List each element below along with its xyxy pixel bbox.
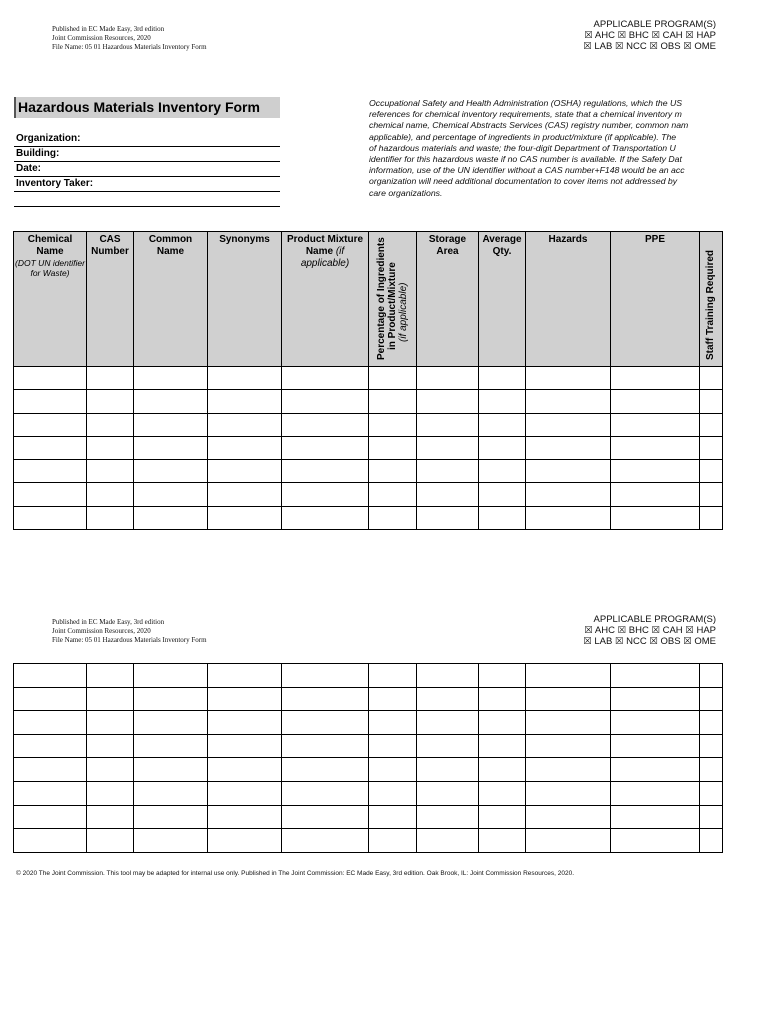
table-cell[interactable]	[282, 711, 369, 735]
col-percentage	[369, 232, 417, 367]
table-cell[interactable]	[526, 829, 611, 853]
table-cell[interactable]	[369, 805, 417, 829]
table-cell[interactable]	[282, 781, 369, 805]
table-cell[interactable]	[479, 711, 526, 735]
chemical-name-subheader: (DOT UN identifier for Waste)	[15, 258, 85, 278]
table-cell[interactable]	[526, 506, 611, 529]
organization-field[interactable]: Organization:	[14, 132, 280, 147]
table-cell[interactable]	[87, 506, 134, 529]
table-cell[interactable]	[134, 413, 208, 436]
osha-text-line: identifier for this hazardous waste if no CAS number is available. If the Safety Dat	[369, 154, 682, 165]
table-cell[interactable]	[282, 734, 369, 758]
table-cell[interactable]	[87, 781, 134, 805]
published-line: Published in EC Made Easy, 3rd edition	[52, 25, 165, 33]
ppe-header: PPE	[644, 234, 665, 245]
table-cell[interactable]	[14, 781, 87, 805]
table-cell[interactable]	[369, 506, 417, 529]
table-cell[interactable]	[479, 390, 526, 413]
table-cell[interactable]	[526, 413, 611, 436]
table-cell[interactable]	[282, 436, 369, 459]
table-cell[interactable]	[14, 390, 87, 413]
table-cell[interactable]	[479, 664, 526, 688]
file-name-line-2: File Name: 05 01 Hazardous Materials Inventory Form	[52, 636, 207, 644]
table-cell[interactable]	[700, 734, 723, 758]
table-cell[interactable]	[700, 829, 723, 853]
table-cell[interactable]	[417, 829, 479, 853]
table-cell[interactable]	[14, 436, 87, 459]
table-cell[interactable]	[208, 460, 282, 483]
osha-text-line: Occupational Safety and Health Administration (OSHA) regulations, which the US	[369, 98, 683, 108]
programs-line-1: ☒ AHC ☒ BHC ☒ CAH ☒ HAP	[584, 30, 716, 41]
table-cell[interactable]	[417, 664, 479, 688]
table-cell[interactable]	[282, 758, 369, 782]
col-cas-number	[87, 232, 134, 367]
table-cell[interactable]	[700, 805, 723, 829]
table-cell[interactable]	[208, 367, 282, 390]
table-row	[14, 734, 723, 758]
table-cell[interactable]	[208, 711, 282, 735]
table-cell[interactable]	[417, 758, 479, 782]
table-cell[interactable]	[417, 781, 479, 805]
table-row	[14, 413, 723, 436]
table-cell[interactable]	[611, 390, 700, 413]
col-product-mixture	[282, 232, 369, 367]
table-cell[interactable]	[479, 436, 526, 459]
product-mixture-header: Product Mixture Name	[286, 234, 364, 257]
programs-line-2-2: ☒ LAB ☒ NCC ☒ OBS ☒ OME	[583, 636, 716, 647]
inventory-table-continued	[13, 663, 723, 853]
table-cell[interactable]	[208, 805, 282, 829]
staff-training-header: Staff Training Required	[705, 249, 716, 360]
table-cell[interactable]	[526, 460, 611, 483]
table-row	[14, 664, 723, 688]
table-cell[interactable]	[369, 483, 417, 506]
percentage-header	[376, 237, 409, 360]
inventory-taker-field[interactable]: Inventory Taker:	[14, 177, 280, 192]
table-cell[interactable]	[87, 367, 134, 390]
osha-text-line: references for chemical inventory requirements, state that a chemical inventory m	[369, 109, 682, 120]
table-cell[interactable]	[14, 711, 87, 735]
table-cell[interactable]	[282, 460, 369, 483]
table-cell[interactable]	[700, 390, 723, 413]
table-cell[interactable]	[526, 483, 611, 506]
table-cell[interactable]	[700, 506, 723, 529]
table-row	[14, 483, 723, 506]
table-cell[interactable]	[526, 805, 611, 829]
col-hazards	[526, 232, 611, 367]
table-cell[interactable]	[208, 436, 282, 459]
table-cell[interactable]	[479, 734, 526, 758]
table-cell[interactable]	[87, 829, 134, 853]
table-cell[interactable]	[208, 506, 282, 529]
product-mixture-subheader: (if applicable)	[300, 246, 350, 269]
table-cell[interactable]	[208, 664, 282, 688]
table-cell[interactable]	[134, 506, 208, 529]
table-cell[interactable]	[369, 758, 417, 782]
table-cell[interactable]	[611, 758, 700, 782]
col-synonyms	[208, 232, 282, 367]
table-cell[interactable]	[14, 367, 87, 390]
table-cell[interactable]	[282, 506, 369, 529]
table-cell[interactable]	[87, 805, 134, 829]
table-cell[interactable]	[208, 734, 282, 758]
programs-title-2: APPLICABLE PROGRAM(S)	[593, 614, 716, 625]
table-cell[interactable]	[611, 436, 700, 459]
hazards-header: Hazards	[548, 234, 588, 245]
table-cell[interactable]	[87, 413, 134, 436]
table-cell[interactable]	[611, 829, 700, 853]
table-cell[interactable]	[417, 413, 479, 436]
table-cell[interactable]	[134, 829, 208, 853]
table-row	[14, 436, 723, 459]
table-cell[interactable]	[208, 687, 282, 711]
table-cell[interactable]	[282, 367, 369, 390]
table-cell[interactable]	[479, 758, 526, 782]
table-cell[interactable]	[479, 483, 526, 506]
col-average-qty	[479, 232, 526, 367]
table-cell[interactable]	[87, 390, 134, 413]
osha-text-line: chemical name, Chemical Abstracts Services (CAS) registry number, common nam	[369, 120, 689, 131]
table-cell[interactable]	[369, 687, 417, 711]
synonyms-header: Synonyms	[219, 234, 270, 245]
table-row	[14, 460, 723, 483]
table-cell[interactable]	[14, 506, 87, 529]
publisher-line: Joint Commission Resources, 2020	[52, 34, 151, 42]
table-cell[interactable]	[611, 734, 700, 758]
table-cell[interactable]	[208, 781, 282, 805]
table-cell[interactable]	[134, 781, 208, 805]
table-cell[interactable]	[134, 805, 208, 829]
header-row	[14, 232, 723, 367]
form-title: Hazardous Materials Inventory Form	[14, 97, 280, 118]
table-cell[interactable]	[611, 781, 700, 805]
table-cell[interactable]	[611, 506, 700, 529]
table-cell[interactable]	[700, 758, 723, 782]
common-name-header: Common Name	[148, 234, 193, 257]
percentage-header-sub: (if applicable)	[397, 282, 409, 342]
table-cell[interactable]	[479, 413, 526, 436]
table-cell[interactable]	[282, 413, 369, 436]
table-cell[interactable]	[87, 711, 134, 735]
table-cell[interactable]	[208, 829, 282, 853]
table-cell[interactable]	[526, 436, 611, 459]
table-cell[interactable]	[526, 390, 611, 413]
table-cell[interactable]	[700, 413, 723, 436]
table-cell[interactable]	[14, 460, 87, 483]
table-cell[interactable]	[87, 436, 134, 459]
table-cell[interactable]	[14, 805, 87, 829]
published-line-2: Published in EC Made Easy, 3rd edition	[52, 618, 165, 626]
table-cell[interactable]	[208, 758, 282, 782]
table-cell[interactable]	[282, 390, 369, 413]
percentage-header-line-1: Percentage of Ingredients	[375, 237, 387, 360]
table-cell[interactable]	[134, 664, 208, 688]
percentage-header-line-2: in Product/Mixture	[386, 262, 398, 350]
table-cell[interactable]	[526, 664, 611, 688]
table-cell[interactable]	[369, 734, 417, 758]
table-cell[interactable]	[134, 734, 208, 758]
table-row	[14, 758, 723, 782]
table-cell[interactable]	[369, 664, 417, 688]
table-row	[14, 711, 723, 735]
applicable-programs	[583, 19, 716, 52]
table-cell[interactable]	[479, 687, 526, 711]
table-cell[interactable]	[700, 781, 723, 805]
table-row	[14, 829, 723, 853]
table-cell[interactable]	[417, 390, 479, 413]
table-cell[interactable]	[208, 413, 282, 436]
table-cell[interactable]	[526, 734, 611, 758]
osha-text-line: of hazardous materials and waste; the four-digit Department of Transportation U	[369, 142, 676, 153]
table-cell[interactable]	[282, 687, 369, 711]
table-cell[interactable]	[700, 483, 723, 506]
table-cell[interactable]	[417, 734, 479, 758]
table-cell[interactable]	[417, 460, 479, 483]
table-cell[interactable]	[611, 805, 700, 829]
table-cell[interactable]	[87, 758, 134, 782]
table-cell[interactable]	[134, 367, 208, 390]
col-chemical-name	[14, 232, 87, 367]
programs-title: APPLICABLE PROGRAM(S)	[593, 19, 716, 30]
table-cell[interactable]	[14, 687, 87, 711]
table-cell[interactable]	[87, 734, 134, 758]
table-cell[interactable]	[611, 664, 700, 688]
table-cell[interactable]	[479, 829, 526, 853]
table-cell[interactable]	[526, 687, 611, 711]
chemical-name-header: Chemical Name	[27, 234, 73, 257]
table-cell[interactable]	[611, 711, 700, 735]
programs-line-2: ☒ LAB ☒ NCC ☒ OBS ☒ OME	[583, 41, 716, 52]
storage-area-header: Storage Area	[428, 234, 467, 257]
table-cell[interactable]	[417, 367, 479, 390]
col-ppe	[611, 232, 700, 367]
table-cell[interactable]	[417, 687, 479, 711]
table-cell[interactable]	[208, 483, 282, 506]
osha-text-line: organization will need additional documentation to cover items not addressed by	[369, 176, 678, 187]
building-field[interactable]: Building:	[14, 147, 280, 162]
table-cell[interactable]	[611, 460, 700, 483]
osha-text-line: care organizations.	[369, 187, 443, 198]
table-cell[interactable]	[87, 483, 134, 506]
table-cell[interactable]	[87, 687, 134, 711]
col-staff-training	[700, 232, 723, 367]
table-cell[interactable]	[134, 711, 208, 735]
osha-text-line: information, use of the UN identifier without a CAS number+F148 would be an acc	[369, 165, 685, 176]
table-cell[interactable]	[479, 506, 526, 529]
table-cell[interactable]	[87, 460, 134, 483]
table-cell[interactable]	[134, 460, 208, 483]
table-cell[interactable]	[134, 687, 208, 711]
table-cell[interactable]	[611, 367, 700, 390]
table-cell[interactable]	[526, 781, 611, 805]
copyright-notice: © 2020 The Joint Commission. This tool may be adapted for internal use only. Published in The Joint Commission: EC Made Easy, 3rd edition. Oak Brook, IL: Joint Commission Resources, 2020.	[16, 870, 575, 877]
col-common-name	[134, 232, 208, 367]
table-cell[interactable]	[87, 664, 134, 688]
table-cell[interactable]	[14, 483, 87, 506]
table-cell[interactable]	[479, 781, 526, 805]
table-row	[14, 687, 723, 711]
table-cell[interactable]	[369, 711, 417, 735]
table-cell[interactable]	[369, 460, 417, 483]
table-cell[interactable]	[282, 664, 369, 688]
table-cell[interactable]	[282, 805, 369, 829]
publisher-line-2: Joint Commission Resources, 2020	[52, 627, 151, 635]
programs-line-1-2: ☒ AHC ☒ BHC ☒ CAH ☒ HAP	[584, 625, 716, 636]
table-cell[interactable]	[208, 390, 282, 413]
table-cell[interactable]	[417, 506, 479, 529]
table-cell[interactable]	[611, 687, 700, 711]
average-qty-header: Average Qty.	[482, 234, 522, 257]
table-row	[14, 367, 723, 390]
table-cell[interactable]	[282, 829, 369, 853]
table-cell[interactable]	[14, 664, 87, 688]
cas-number-header: CAS Number	[91, 234, 129, 257]
table-cell[interactable]	[369, 413, 417, 436]
table-cell[interactable]	[134, 758, 208, 782]
table-cell[interactable]	[479, 367, 526, 390]
table-cell[interactable]	[526, 758, 611, 782]
table-cell[interactable]	[479, 460, 526, 483]
table-row	[14, 506, 723, 529]
table-cell[interactable]	[14, 829, 87, 853]
table-row	[14, 805, 723, 829]
table-cell[interactable]	[700, 687, 723, 711]
table-cell[interactable]	[417, 483, 479, 506]
date-field[interactable]: Date:	[14, 162, 280, 177]
file-name-line: File Name: 05 01 Hazardous Materials Inventory Form	[52, 43, 207, 51]
table-cell[interactable]	[14, 758, 87, 782]
table-cell[interactable]	[611, 483, 700, 506]
blank-field-line[interactable]	[14, 192, 280, 207]
table-cell[interactable]	[134, 436, 208, 459]
table-cell[interactable]	[700, 436, 723, 459]
table-cell[interactable]	[700, 367, 723, 390]
table-cell[interactable]	[14, 413, 87, 436]
applicable-programs-2	[583, 614, 716, 647]
table-cell[interactable]	[282, 483, 369, 506]
table-cell[interactable]	[369, 829, 417, 853]
table-cell[interactable]	[369, 781, 417, 805]
table-row	[14, 781, 723, 805]
table-cell[interactable]	[700, 460, 723, 483]
col-storage-area	[417, 232, 479, 367]
table-cell[interactable]	[479, 805, 526, 829]
osha-text-line: applicable), and percentage of ingredients in product/mixture (if applicable). The	[369, 131, 677, 142]
osha-description	[369, 98, 721, 198]
table-cell[interactable]	[134, 390, 208, 413]
table-cell[interactable]	[369, 436, 417, 459]
table-cell[interactable]	[526, 711, 611, 735]
table-cell[interactable]	[700, 664, 723, 688]
table-cell[interactable]	[369, 390, 417, 413]
table-cell[interactable]	[369, 367, 417, 390]
table-cell[interactable]	[611, 413, 700, 436]
table-cell[interactable]	[14, 734, 87, 758]
table-cell[interactable]	[417, 436, 479, 459]
table-cell[interactable]	[417, 711, 479, 735]
table-cell[interactable]	[417, 805, 479, 829]
table-row	[14, 390, 723, 413]
publication-info-2	[52, 618, 207, 645]
table-cell[interactable]	[134, 483, 208, 506]
publication-info	[52, 25, 207, 52]
table-cell[interactable]	[526, 367, 611, 390]
table-cell[interactable]	[700, 711, 723, 735]
inventory-table	[13, 231, 723, 530]
